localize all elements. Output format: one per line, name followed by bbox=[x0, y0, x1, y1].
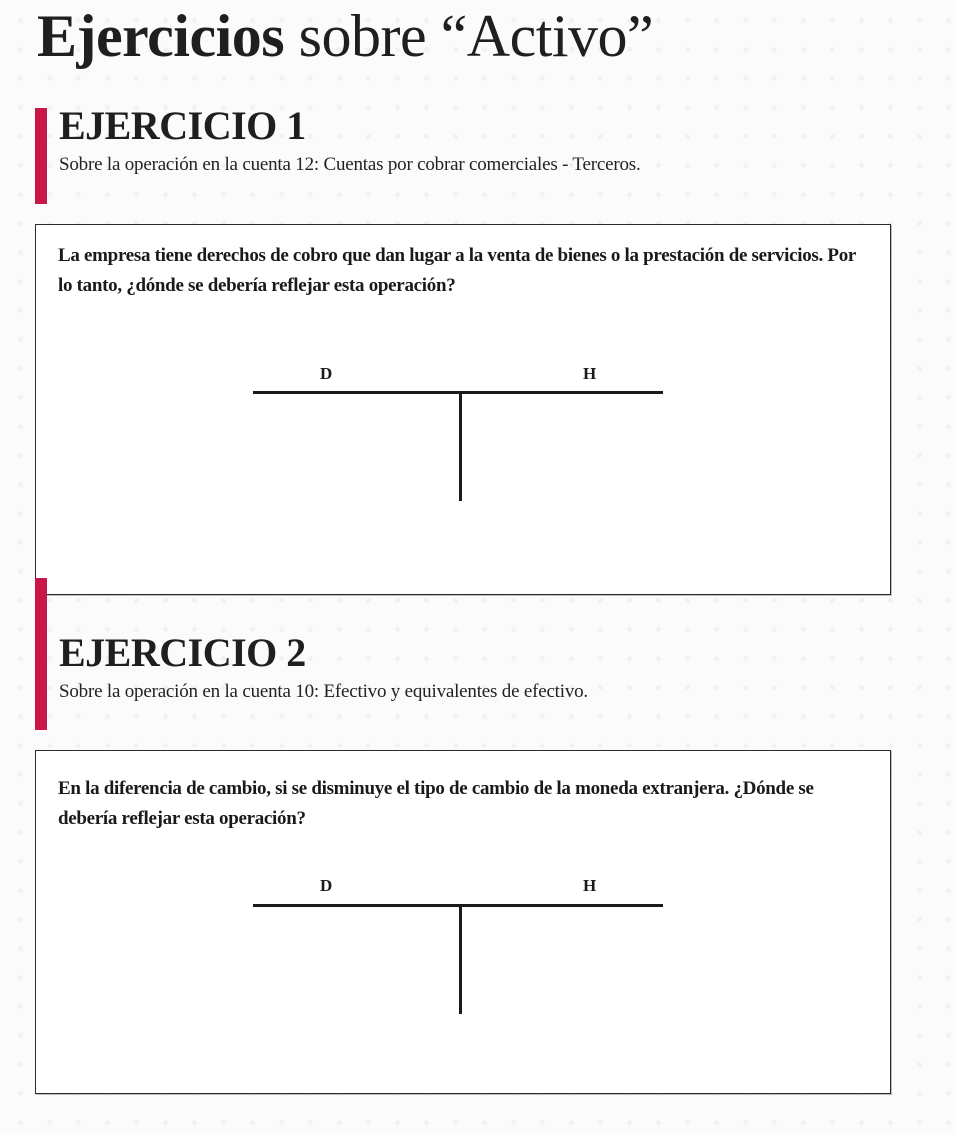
exercise-2-debit-label: D bbox=[320, 876, 333, 895]
page-title-rest: sobre “Activo” bbox=[284, 3, 654, 69]
exercise-1-t-account-vertical-line bbox=[459, 393, 462, 501]
exercise-1-credit-label: H bbox=[583, 364, 597, 383]
exercise-2-t-account-horizontal-line bbox=[253, 904, 663, 907]
exercise-1-t-account-horizontal-line bbox=[253, 391, 663, 394]
exercise-1-card bbox=[35, 224, 891, 595]
exercise-1-subtitle: Sobre la operación en la cuenta 12: Cuentas por cobrar comerciales - Terceros. bbox=[59, 154, 641, 175]
exercise-2-question: En la diferencia de cambio, si se disminuye el tipo de cambio de la moneda extranjera. ¿Dónde se debería reflejar esta operación? bbox=[58, 778, 814, 829]
exercise-1-debit-label: D bbox=[320, 364, 333, 383]
exercise-1-accent-bar bbox=[35, 108, 47, 204]
exercise-2-heading: EJERCICIO 2 bbox=[59, 630, 306, 675]
exercise-2-accent-bar bbox=[35, 578, 47, 730]
exercise-2-credit-label: H bbox=[583, 876, 597, 895]
exercise-2-card bbox=[35, 750, 891, 1094]
exercise-1-question: La empresa tiene derechos de cobro que dan lugar a la venta de bienes o la prestación de servicios. Por lo tanto, ¿dónde se debería reflejar esta operación? bbox=[58, 245, 856, 296]
exercise-1-heading: EJERCICIO 1 bbox=[59, 103, 306, 148]
exercise-2-subtitle: Sobre la operación en la cuenta 10: Efectivo y equivalentes de efectivo. bbox=[59, 681, 588, 702]
exercise-2-t-account-vertical-line bbox=[459, 906, 462, 1014]
page-title-bold: Ejercicios bbox=[37, 3, 285, 69]
page-title bbox=[37, 0, 653, 74]
